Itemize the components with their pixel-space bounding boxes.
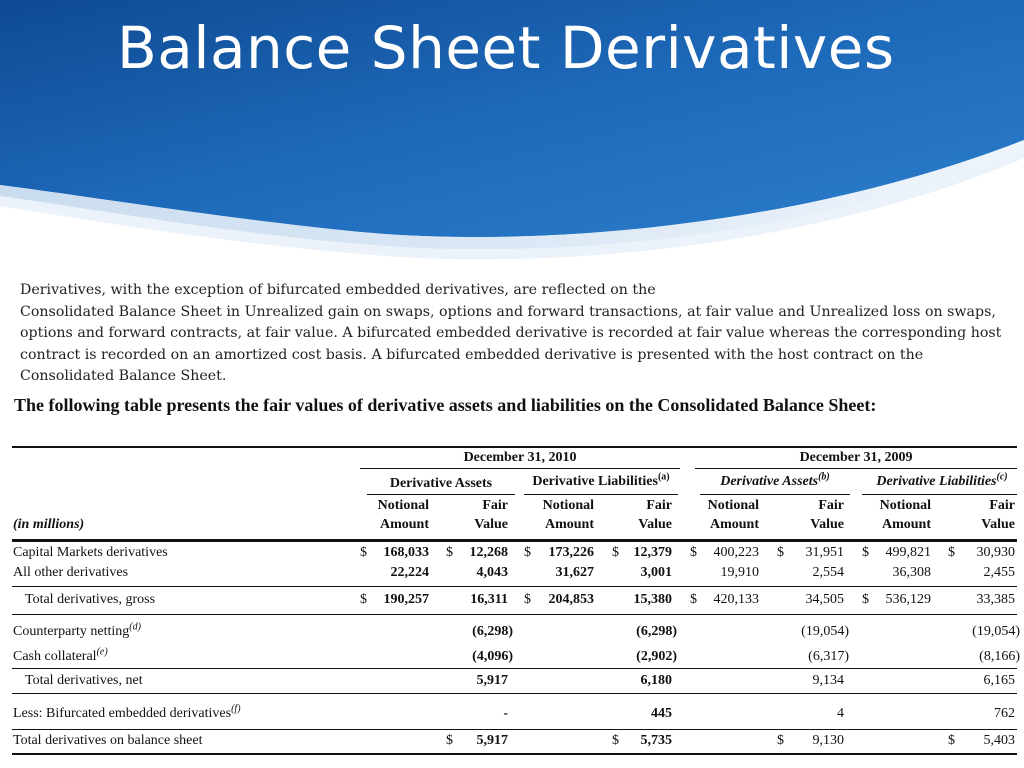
- table-lead: The following table presents the fair values of derivative assets and liabilities on the Consolidated Balance Sheet:: [14, 395, 877, 415]
- intro-line: Derivatives, with the exception of bifurcated embedded derivatives, are reflected on the: [20, 282, 656, 298]
- liab-2009-rule: [862, 494, 1017, 495]
- assets-2009-header: Derivative Assets$^{(b)}$: [720, 471, 830, 489]
- dollar-sign: $: [612, 545, 619, 560]
- cell-value: 5,917: [476, 733, 508, 748]
- cell-value: (6,298): [472, 624, 513, 639]
- fair-value-header: Fair: [989, 498, 1015, 513]
- dollar-sign: $: [360, 545, 367, 560]
- dollar-sign: $: [862, 592, 869, 607]
- fair-value-header: Value: [981, 517, 1015, 532]
- cell-value: 12,379: [633, 545, 672, 560]
- assets-2009-rule: [700, 494, 850, 495]
- assets-2010-header: Derivative Assets: [389, 476, 493, 491]
- cell-value: 19,910: [720, 565, 759, 580]
- period-2010-header: December 31, 2010: [463, 450, 577, 465]
- dollar-sign: $: [690, 592, 697, 607]
- cell-value: (6,317): [808, 649, 849, 664]
- dollar-sign: $: [862, 545, 869, 560]
- cell-value: 36,308: [892, 565, 931, 580]
- net-bottom-rule: [12, 693, 1017, 694]
- cell-value: 33,385: [976, 592, 1015, 607]
- cell-value: 34,505: [805, 592, 844, 607]
- cell-value: 4: [837, 706, 844, 721]
- fair-value-header: Fair: [818, 498, 844, 513]
- period-2009-header: December 31, 2009: [799, 450, 913, 465]
- cell-value: 536,129: [885, 592, 931, 607]
- cell-value: 5,917: [476, 673, 508, 688]
- notional-header: Notional: [707, 498, 759, 513]
- row-label: Less: Bifurcated embedded derivatives$^{(f)}$: [13, 703, 241, 721]
- cell-value: 5,735: [640, 733, 672, 748]
- cell-value: 420,133: [713, 592, 759, 607]
- dollar-sign: $: [446, 733, 453, 748]
- cell-value: 6,180: [640, 673, 672, 688]
- cell-value: 190,257: [383, 592, 429, 607]
- cell-value: 2,455: [983, 565, 1015, 580]
- intro-line: Consolidated Balance Sheet in Unrealized gain on swaps, options and forward transactions, at fair value and Unrealized loss on swaps,: [20, 303, 996, 320]
- cell-value: (6,298): [636, 624, 677, 639]
- cell-value: 31,627: [555, 565, 594, 580]
- intro-line: Consolidated Balance Sheet.: [20, 368, 227, 384]
- row-label: Total derivatives on balance sheet: [13, 733, 203, 748]
- dollar-sign: $: [612, 733, 619, 748]
- cell-value: 30,930: [976, 545, 1015, 560]
- period-2010-rule: [360, 468, 680, 469]
- intro-line: contract is recorded on an amortized cost basis. A bifurcated embedded derivative is presented with the host contract on the: [20, 346, 924, 363]
- notional-header: Amount: [544, 517, 594, 532]
- fair-value-header: Value: [474, 517, 508, 532]
- assets-2010-rule: [367, 494, 515, 495]
- cell-value: 15,380: [633, 592, 672, 607]
- cell-value: 9,134: [812, 673, 844, 688]
- cell-value: (19,054): [972, 624, 1020, 639]
- cell-value: (8,166): [979, 649, 1020, 664]
- notional-header: Notional: [879, 498, 931, 513]
- dollar-sign: $: [777, 733, 784, 748]
- cell-value: 3,001: [640, 565, 672, 580]
- notional-header: Notional: [542, 498, 594, 513]
- cell-value: 400,223: [713, 545, 759, 560]
- row-label: Cash collateral$^{(e)}$: [13, 646, 108, 664]
- cell-value: 31,951: [805, 545, 844, 560]
- cell-value: 204,853: [548, 592, 594, 607]
- dollar-sign: $: [524, 592, 531, 607]
- cell-value: 499,821: [885, 545, 931, 560]
- table-top-rule: [12, 446, 1017, 448]
- dollar-sign: $: [446, 545, 453, 560]
- units-label: (in millions): [13, 517, 85, 532]
- cell-value: -: [503, 706, 508, 721]
- header-bottom-rule: [12, 539, 1017, 542]
- cell-value: 168,033: [383, 545, 429, 560]
- cell-value: 6,165: [983, 673, 1015, 688]
- row-label: All other derivatives: [13, 565, 129, 580]
- cell-value: 445: [651, 706, 672, 721]
- notional-header: Notional: [377, 498, 429, 513]
- row-label: Counterparty netting$^{(d)}$: [13, 621, 141, 639]
- notional-header: Amount: [379, 517, 429, 532]
- gross-top-rule: [12, 586, 1017, 587]
- cell-value: 762: [994, 706, 1015, 721]
- cell-value: (19,054): [801, 624, 849, 639]
- fair-value-header: Fair: [482, 498, 508, 513]
- dollar-sign: $: [524, 545, 531, 560]
- fair-value-header: Value: [638, 517, 672, 532]
- cell-value: 4,043: [476, 565, 508, 580]
- cell-value: 5,403: [983, 733, 1015, 748]
- cell-value: 16,311: [470, 592, 508, 607]
- cell-value: 9,130: [812, 733, 844, 748]
- total-bottom-rule: [12, 753, 1017, 755]
- dollar-sign: $: [777, 545, 784, 560]
- net-top-rule: [12, 668, 1017, 669]
- notional-header: Amount: [881, 517, 931, 532]
- dollar-sign: $: [690, 545, 697, 560]
- cell-value: (2,902): [636, 649, 677, 664]
- row-label: Total derivatives, net: [25, 673, 143, 688]
- fair-value-header: Fair: [646, 498, 672, 513]
- dollar-sign: $: [948, 545, 955, 560]
- row-label: Total derivatives, gross: [25, 592, 156, 607]
- cell-value: 22,224: [390, 565, 429, 580]
- liab-2010-header: Derivative Liabilities$^{(a)}$: [532, 471, 670, 489]
- notional-header: Amount: [709, 517, 759, 532]
- cell-value: 173,226: [548, 545, 594, 560]
- period-2009-rule: [695, 468, 1017, 469]
- cell-value: (4,096): [472, 649, 513, 664]
- cell-value: 2,554: [812, 565, 844, 580]
- fair-value-header: Value: [810, 517, 844, 532]
- liab-2009-header: Derivative Liabilities$^{(c)}$: [876, 471, 1008, 489]
- slide-title: Balance Sheet Derivatives: [117, 14, 895, 82]
- liab-2010-rule: [524, 494, 678, 495]
- cell-value: 12,268: [469, 545, 508, 560]
- dollar-sign: $: [948, 733, 955, 748]
- row-label: Capital Markets derivatives: [13, 545, 168, 560]
- intro-line: options and forward contracts, at fair value. A bifurcated embedded derivative is recorded at fair value whereas the corresponding host: [20, 325, 1002, 341]
- total-top-rule: [12, 729, 1017, 730]
- dollar-sign: $: [360, 592, 367, 607]
- gross-bottom-rule: [12, 614, 1017, 615]
